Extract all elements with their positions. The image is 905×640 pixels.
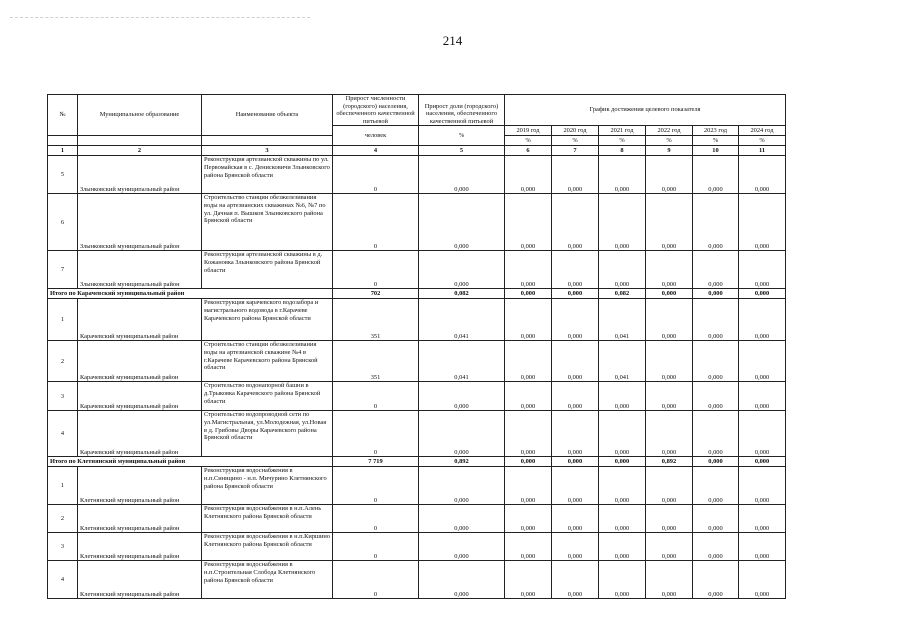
year-value: 0,000 (739, 533, 786, 561)
year-value: 0,000 (646, 533, 693, 561)
scan-artifact-line (10, 17, 310, 18)
row-number: 7 (48, 251, 78, 289)
column-numbers-row (48, 146, 786, 156)
people-value: 0 (333, 533, 419, 561)
year-header: 2019 год (505, 126, 552, 136)
column-number: 4 (333, 146, 419, 156)
year-value: 0,000 (505, 251, 552, 289)
people-value: 0 (333, 467, 419, 505)
object-name: Строительство водопроводной сети по ул.Магистральная, ул.Молодежная, ул.Новая в д. Грибовы Дворы Карачевского района Брянской области (202, 411, 333, 457)
share-value: 0,000 (419, 505, 505, 533)
year-value: 0,000 (552, 382, 599, 411)
header-share-growth: Прирост доли (городского) населения, обеспеченного качественной питьевой (419, 95, 505, 126)
year-value: 0,000 (552, 341, 599, 382)
column-number: 6 (505, 146, 552, 156)
row-number: 6 (48, 194, 78, 251)
year-value: 0,000 (646, 411, 693, 457)
year-value: 0,000 (693, 533, 739, 561)
year-header: 2022 год (646, 126, 693, 136)
object-name: Строительство станции обезжелезивания воды на артезианской скважине №4 в г.Карачеве Карачевского района Брянской области (202, 341, 333, 382)
year-value: 0,000 (505, 289, 552, 299)
year-value: 0,000 (599, 251, 646, 289)
year-value: 0,000 (693, 156, 739, 194)
header-pop-growth: Прирост численности (городского) населения, обеспеченного качественной питьевой (333, 95, 419, 126)
object-name: Реконструкция карачевского водозабора и магистрального водовода в г.Карачеве Карачевского района Брянской области (202, 299, 333, 341)
year-value: 0,000 (646, 299, 693, 341)
header-municipality: Муниципальное образование (78, 95, 202, 136)
subtotal-label: Итого по Карачевский муниципальный район (48, 289, 333, 299)
share-value: 0,000 (419, 194, 505, 251)
year-value: 0,000 (693, 505, 739, 533)
share-value: 0,000 (419, 561, 505, 599)
municipality-name: Клетнянский муниципальный район (78, 505, 202, 533)
unit-people: человек (333, 126, 419, 146)
year-value: 0,892 (646, 457, 693, 467)
year-value: 0,000 (693, 457, 739, 467)
year-value: 0,000 (552, 194, 599, 251)
year-value: 0,000 (505, 156, 552, 194)
subtotal-label: Итого по Клетнянский муниципальный район (48, 457, 333, 467)
year-value: 0,041 (599, 299, 646, 341)
year-value: 0,000 (552, 505, 599, 533)
row-number: 3 (48, 382, 78, 411)
year-value: 0,000 (552, 251, 599, 289)
year-value: 0,000 (599, 457, 646, 467)
row-number: 5 (48, 156, 78, 194)
share-value: 0,082 (419, 289, 505, 299)
year-value: 0,000 (599, 411, 646, 457)
year-value: 0,000 (599, 156, 646, 194)
year-value: 0,000 (505, 457, 552, 467)
year-value: 0,000 (739, 411, 786, 457)
page-number: 214 (442, 33, 463, 48)
year-value: 0,000 (552, 457, 599, 467)
year-unit: % (505, 136, 552, 146)
people-value: 7 719 (333, 457, 419, 467)
year-header: 2021 год (599, 126, 646, 136)
share-value: 0,000 (419, 382, 505, 411)
object-name: Реконструкция водоснабжения в н.п.Синицино - н.п. Мичурино Клетнянского района Брянской области (202, 467, 333, 505)
table-row (48, 299, 786, 341)
year-value: 0,000 (739, 194, 786, 251)
blank-cell (78, 136, 202, 146)
year-value: 0,000 (739, 505, 786, 533)
year-value: 0,000 (552, 289, 599, 299)
year-value: 0,000 (646, 251, 693, 289)
subtotal-row (48, 457, 786, 467)
column-number: 9 (646, 146, 693, 156)
year-value: 0,000 (552, 467, 599, 505)
object-name: Строительство водонапорной башни в д.Трыковка Карачевского района Брянской области (202, 382, 333, 411)
year-value: 0,000 (646, 467, 693, 505)
object-name: Строительство станции обезжелезивания воды на артезианских скважинах №6, №7 по ул. Дачная п. Вышков Злынковского района Брянской области (202, 194, 333, 251)
year-unit: % (693, 136, 739, 146)
blank-cell (48, 136, 78, 146)
year-value: 0,000 (646, 341, 693, 382)
year-value: 0,000 (505, 299, 552, 341)
year-header: 2020 год (552, 126, 599, 136)
year-header: 2024 год (739, 126, 786, 136)
people-value: 0 (333, 561, 419, 599)
object-name: Реконструкция водоснабжения в н.п.Строительная Слобода Клетнянского района Брянской области (202, 561, 333, 599)
year-value: 0,082 (599, 289, 646, 299)
row-number: 3 (48, 533, 78, 561)
share-value: 0,892 (419, 457, 505, 467)
header-schedule: График достижения целевого показателя (505, 95, 786, 126)
year-value: 0,000 (599, 533, 646, 561)
table-row (48, 561, 786, 599)
people-value: 0 (333, 411, 419, 457)
year-value: 0,000 (739, 382, 786, 411)
year-value: 0,000 (505, 341, 552, 382)
column-number: 5 (419, 146, 505, 156)
municipality-name: Карачевский муниципальный район (78, 341, 202, 382)
year-value: 0,000 (505, 467, 552, 505)
object-name: Реконструкция водоснабжения в н.п.Киршино Клетнянского района Брянской области (202, 533, 333, 561)
row-number: 4 (48, 411, 78, 457)
share-value: 0,041 (419, 341, 505, 382)
people-value: 702 (333, 289, 419, 299)
year-value: 0,000 (693, 382, 739, 411)
year-unit: % (599, 136, 646, 146)
year-value: 0,000 (693, 411, 739, 457)
municipality-name: Карачевский муниципальный район (78, 382, 202, 411)
people-value: 0 (333, 505, 419, 533)
year-value: 0,000 (646, 561, 693, 599)
share-value: 0,000 (419, 411, 505, 457)
object-name: Реконструкция водоснабжения в н.п.Алень Клетнянского района Брянской области (202, 505, 333, 533)
year-unit: % (552, 136, 599, 146)
year-header: 2023 год (693, 126, 739, 136)
year-value: 0,000 (599, 505, 646, 533)
row-number: 2 (48, 341, 78, 382)
blank-cell (202, 136, 333, 146)
header-row (48, 95, 786, 126)
year-value: 0,000 (739, 289, 786, 299)
row-number: 1 (48, 299, 78, 341)
column-number: 7 (552, 146, 599, 156)
year-value: 0,000 (505, 382, 552, 411)
municipality-name: Клетнянский муниципальный район (78, 561, 202, 599)
municipality-name: Злынковский муниципальный район (78, 194, 202, 251)
year-value: 0,000 (552, 299, 599, 341)
year-value: 0,000 (505, 411, 552, 457)
table-row (48, 505, 786, 533)
year-value: 0,000 (552, 411, 599, 457)
year-value: 0,000 (646, 505, 693, 533)
year-value: 0,000 (599, 467, 646, 505)
table-row (48, 194, 786, 251)
header-no: № (48, 95, 78, 136)
people-value: 0 (333, 382, 419, 411)
table-row (48, 382, 786, 411)
year-value: 0,000 (739, 457, 786, 467)
year-value: 0,000 (739, 156, 786, 194)
year-value: 0,000 (646, 382, 693, 411)
table-row (48, 533, 786, 561)
people-value: 351 (333, 341, 419, 382)
header-object: Наименование объекта (202, 95, 333, 136)
year-value: 0,000 (599, 194, 646, 251)
year-value: 0,000 (599, 561, 646, 599)
year-value: 0,041 (599, 341, 646, 382)
object-name: Реконструкция артезианской скважины в д. Кожановка Злынковского района Брянской области (202, 251, 333, 289)
year-value: 0,000 (739, 299, 786, 341)
year-value: 0,000 (693, 467, 739, 505)
share-value: 0,000 (419, 533, 505, 561)
column-number: 11 (739, 146, 786, 156)
share-value: 0,041 (419, 299, 505, 341)
year-value: 0,000 (505, 194, 552, 251)
row-number: 4 (48, 561, 78, 599)
year-value: 0,000 (552, 533, 599, 561)
year-value: 0,000 (693, 561, 739, 599)
unit-percent: % (419, 126, 505, 146)
year-value: 0,000 (646, 194, 693, 251)
table-row (48, 251, 786, 289)
table-row (48, 411, 786, 457)
year-value: 0,000 (505, 533, 552, 561)
year-value: 0,000 (739, 467, 786, 505)
column-number: 1 (48, 146, 78, 156)
people-value: 351 (333, 299, 419, 341)
year-value: 0,000 (693, 251, 739, 289)
year-value: 0,000 (739, 341, 786, 382)
column-number: 2 (78, 146, 202, 156)
column-number: 8 (599, 146, 646, 156)
municipality-name: Злынковский муниципальный район (78, 156, 202, 194)
year-value: 0,000 (693, 341, 739, 382)
year-value: 0,000 (505, 505, 552, 533)
year-value: 0,000 (505, 561, 552, 599)
year-value: 0,000 (552, 561, 599, 599)
row-number: 2 (48, 505, 78, 533)
column-number: 3 (202, 146, 333, 156)
object-name: Реконструкция артезианской скважины по ул. Первомайская в с. Денисковичи Злынковского района Брянской области (202, 156, 333, 194)
share-value: 0,000 (419, 251, 505, 289)
column-number: 10 (693, 146, 739, 156)
people-value: 0 (333, 194, 419, 251)
municipality-name: Злынковский муниципальный район (78, 251, 202, 289)
year-value: 0,000 (739, 251, 786, 289)
municipality-name: Клетнянский муниципальный район (78, 533, 202, 561)
row-number: 1 (48, 467, 78, 505)
year-unit: % (739, 136, 786, 146)
year-value: 0,000 (552, 156, 599, 194)
share-value: 0,000 (419, 156, 505, 194)
target-indicator-table (47, 94, 786, 599)
year-value: 0,000 (693, 299, 739, 341)
year-value: 0,000 (646, 289, 693, 299)
table-row (48, 341, 786, 382)
year-value: 0,000 (693, 289, 739, 299)
year-value: 0,000 (646, 156, 693, 194)
year-unit: % (646, 136, 693, 146)
municipality-name: Карачевский муниципальный район (78, 411, 202, 457)
year-value: 0,000 (599, 382, 646, 411)
year-value: 0,000 (693, 194, 739, 251)
table-row (48, 156, 786, 194)
municipality-name: Клетнянский муниципальный район (78, 467, 202, 505)
share-value: 0,000 (419, 467, 505, 505)
year-value: 0,000 (739, 561, 786, 599)
table-row (48, 467, 786, 505)
subtotal-row (48, 289, 786, 299)
people-value: 0 (333, 156, 419, 194)
municipality-name: Карачевский муниципальный район (78, 299, 202, 341)
people-value: 0 (333, 251, 419, 289)
